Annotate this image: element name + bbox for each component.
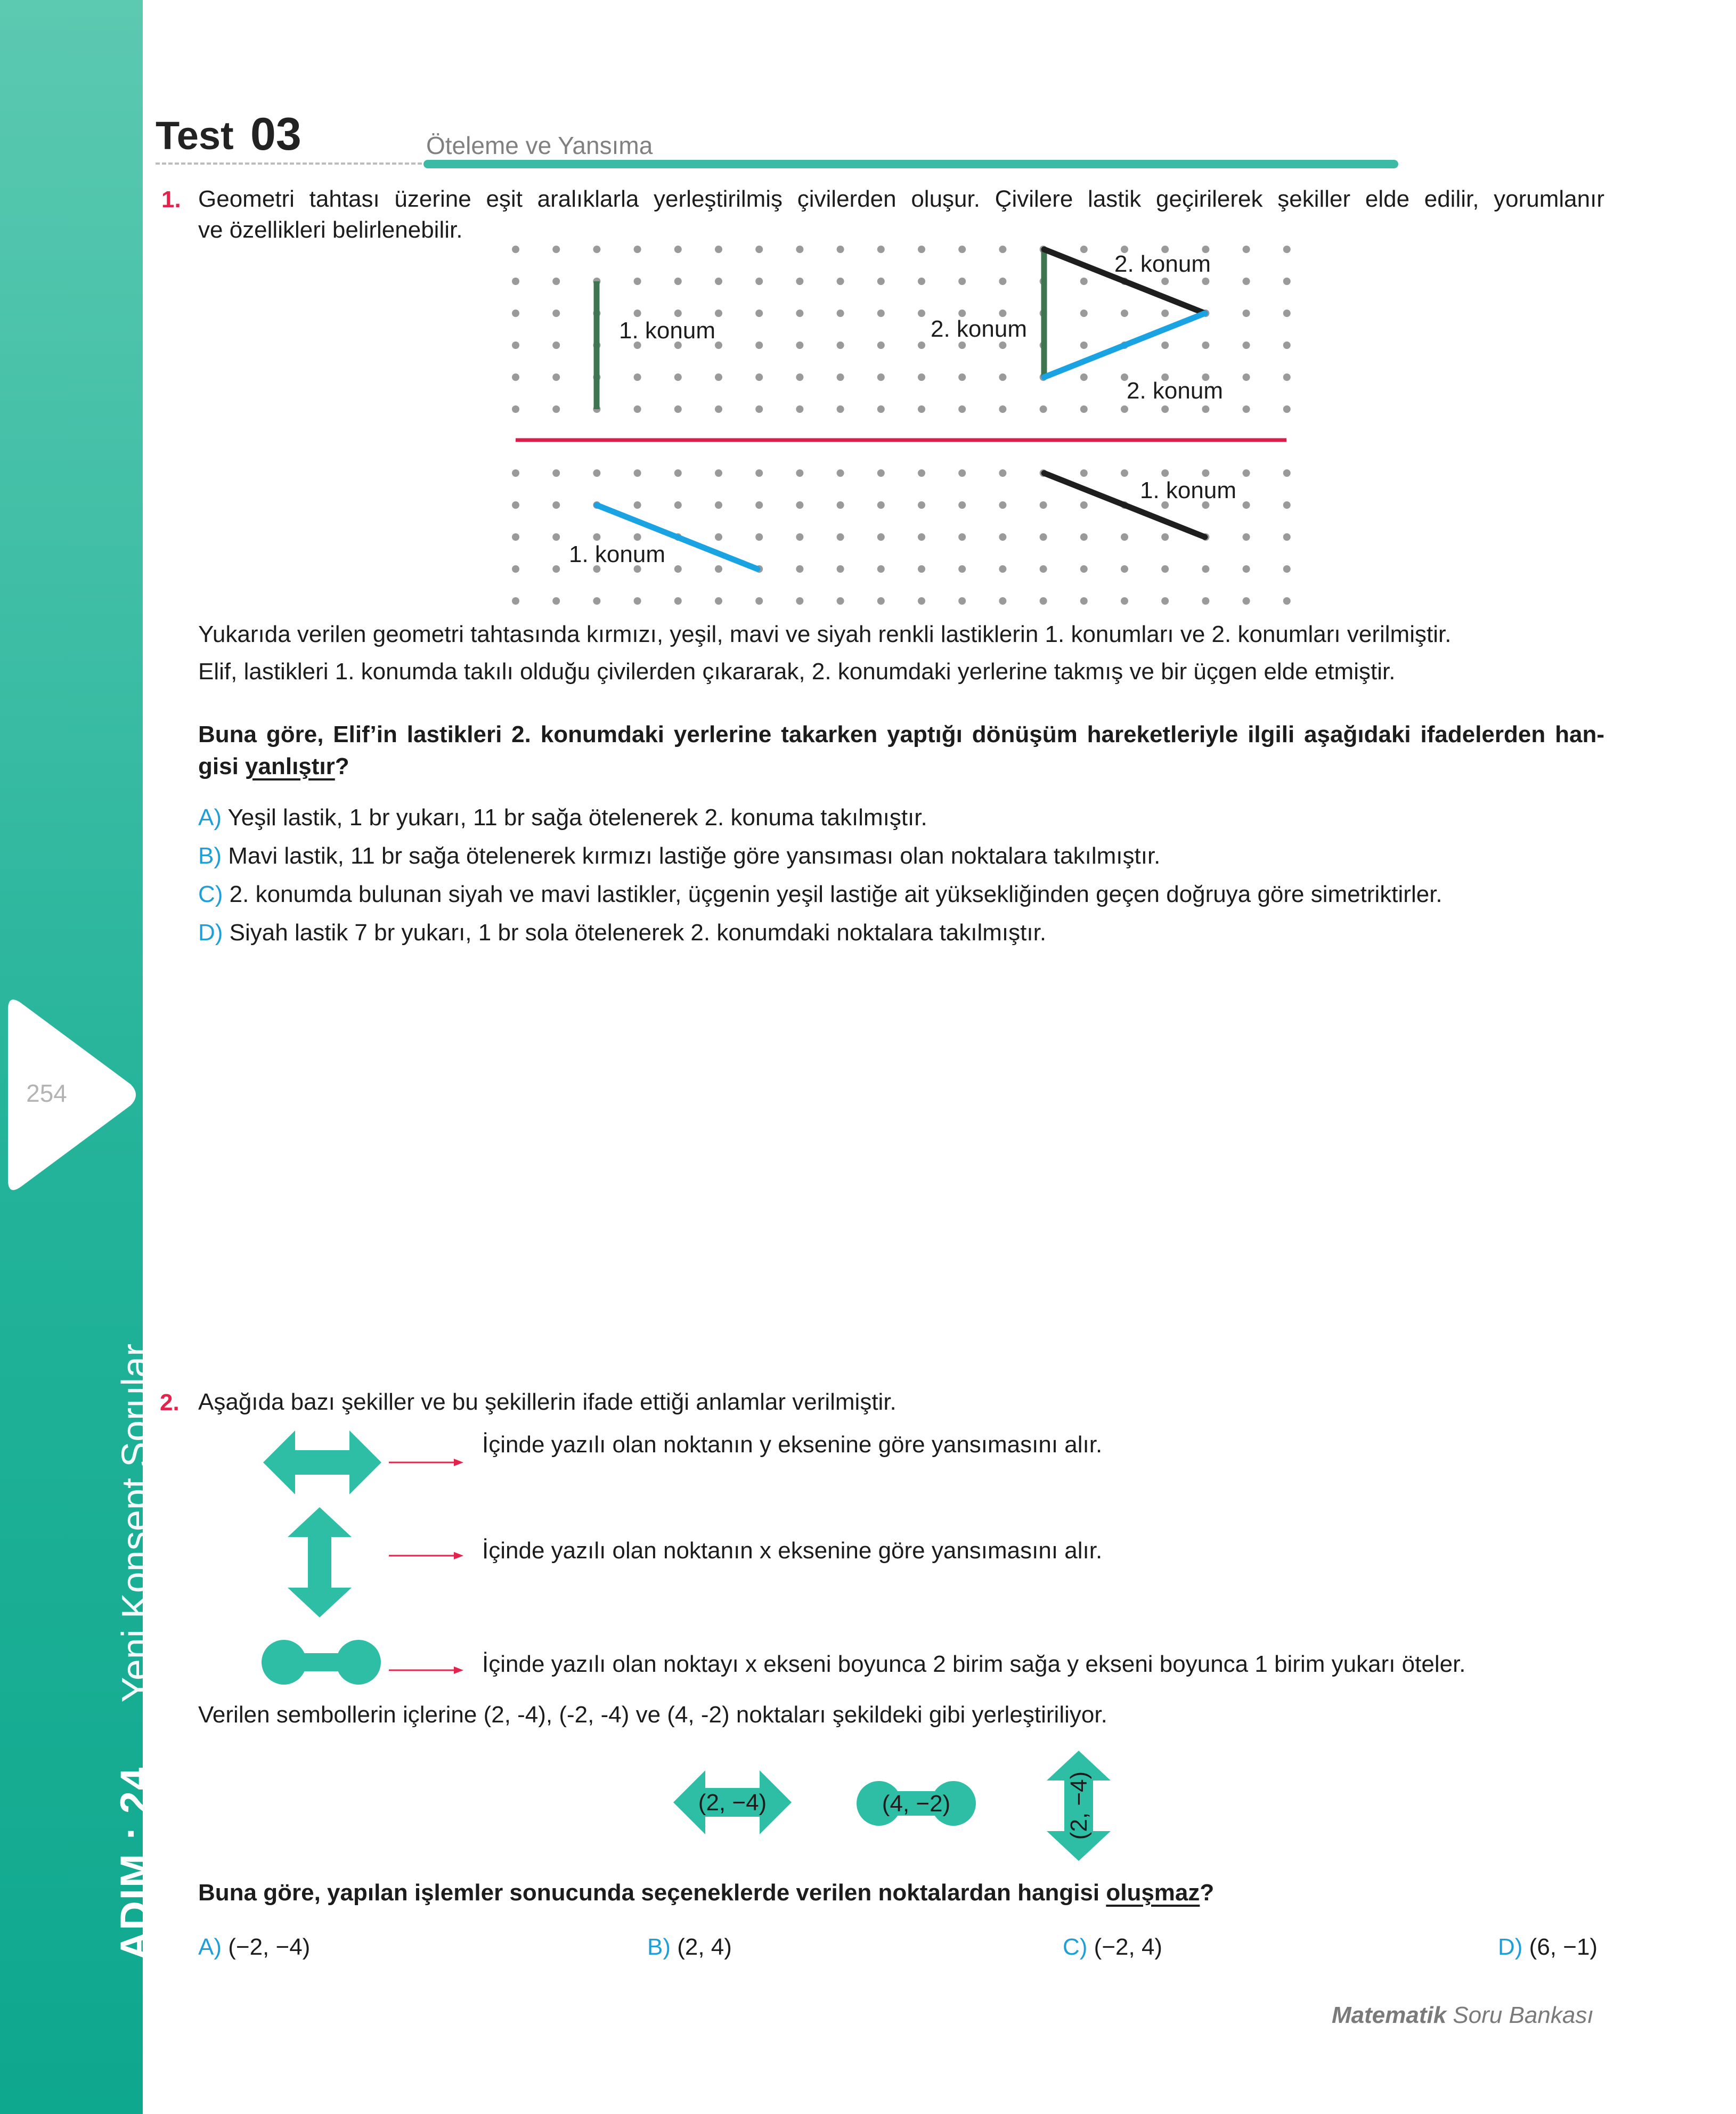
board-peg (715, 246, 722, 253)
board-peg (634, 501, 641, 509)
board-peg (1202, 342, 1209, 349)
test-subject: Öteleme ve Yansıma (426, 132, 653, 159)
board-peg (552, 597, 560, 605)
board-peg (593, 597, 600, 605)
label-green-2: 2. konum (931, 316, 1027, 342)
q1-intro-line1: Geometri tahtası üzerine eşit aralıklarla yerleştirilmiş çivilerden oluşur. Çivilere lastik geçirilerek şekiller elde edilir, yorumlanır (198, 186, 1604, 212)
label-black-2: 2. konum (1114, 251, 1211, 277)
board-peg (1283, 533, 1291, 541)
board-peg (552, 246, 560, 253)
vertical-arrow-with-point (1044, 1749, 1113, 1863)
board-peg (1040, 501, 1047, 509)
board-peg (1080, 405, 1088, 413)
point-label: (2, −4) (698, 1790, 767, 1816)
board-peg (755, 469, 763, 477)
board-peg (796, 405, 803, 413)
board-peg (1243, 405, 1250, 413)
board-peg (674, 310, 682, 317)
board-peg (1202, 405, 1209, 413)
board-peg (1243, 565, 1250, 573)
board-peg (877, 278, 885, 285)
sidebar-vertical-label (112, 1344, 158, 1961)
board-peg (918, 565, 925, 573)
board-peg (1202, 597, 1209, 605)
board-peg (674, 373, 682, 381)
book-title: Matematik Soru Bankası (1332, 2002, 1594, 2028)
board-peg (877, 533, 885, 541)
board-peg (512, 310, 519, 317)
board-peg (918, 342, 925, 349)
board-peg (918, 373, 925, 381)
board-peg (1243, 310, 1250, 317)
board-peg (512, 501, 519, 509)
board-peg (715, 469, 722, 477)
board-peg (552, 310, 560, 317)
horizontal-arrow-with-point (671, 1768, 794, 1837)
board-peg (837, 597, 844, 605)
board-peg (1080, 501, 1088, 509)
board-peg (1283, 310, 1291, 317)
board-peg (837, 310, 844, 317)
board-peg (796, 565, 803, 573)
board-peg (796, 469, 803, 477)
board-peg (1080, 597, 1088, 605)
board-peg (512, 565, 519, 573)
q2-option-b[interactable]: B) (2, 4) (647, 1934, 732, 1960)
label-black-1: 1. konum (1140, 477, 1236, 503)
board-peg (1161, 405, 1169, 413)
board-peg (999, 373, 1006, 381)
board-peg (634, 469, 641, 477)
q1-question-line1: Buna göre, Elif’in lastikleri 2. konumdaki yerlerine takarken yaptığı dönüşüm hareketleriyle ilgili aşağıdaki ifadelerden han- (198, 721, 1604, 747)
board-peg (552, 501, 560, 509)
board-peg (796, 373, 803, 381)
board-peg (837, 405, 844, 413)
emphasis-wrong: yanlıştır (245, 753, 335, 779)
q2-question: Buna göre, yapılan işlemler sonucunda seçeneklerde verilen noktalardan hangisi oluşmaz? (198, 1880, 1215, 1906)
board-peg (999, 469, 1006, 477)
board-peg (1283, 565, 1291, 573)
board-peg (1080, 469, 1088, 477)
board-peg (837, 342, 844, 349)
board-peg (999, 533, 1006, 541)
board-peg (918, 405, 925, 413)
board-peg (715, 405, 722, 413)
rule-1-text: İçinde yazılı olan noktanın y eksenine göre yansımasını alır. (482, 1432, 1103, 1458)
q2-number: 2. (160, 1389, 180, 1416)
board-peg (877, 342, 885, 349)
q2-option-d[interactable]: D) (6, −1) (1498, 1934, 1598, 1960)
board-peg (512, 533, 519, 541)
board-peg (796, 501, 803, 509)
board-peg (877, 597, 885, 605)
board-peg (918, 597, 925, 605)
board-peg (755, 342, 763, 349)
board-peg (1080, 565, 1088, 573)
board-peg (1121, 469, 1128, 477)
q1-description-line2: Elif, lastikleri 1. konumda takılı olduğu çivilerden çıkararak, 2. konumdaki yerlerine takmış ve bir üçgen elde etmiştir. (198, 658, 1396, 685)
dashed-divider (156, 162, 422, 165)
board-peg (918, 533, 925, 541)
board-peg (755, 278, 763, 285)
board-peg (958, 533, 966, 541)
board-peg (552, 405, 560, 413)
q2-option-a[interactable]: A) (−2, −4) (198, 1934, 311, 1960)
board-peg (634, 405, 641, 413)
board-peg (1161, 278, 1169, 285)
board-peg (877, 565, 885, 573)
board-peg (593, 469, 600, 477)
board-peg (999, 501, 1006, 509)
page-number: 254 (26, 1079, 67, 1107)
board-peg (755, 310, 763, 317)
board-peg (674, 469, 682, 477)
board-peg (1161, 533, 1169, 541)
board-peg (837, 373, 844, 381)
board-peg (958, 469, 966, 477)
board-peg (1080, 310, 1088, 317)
board-peg (1283, 246, 1291, 253)
board-peg (1161, 565, 1169, 573)
q1-option-a[interactable]: A) Yeşil lastik, 1 br yukarı, 11 br sağa ötelenerek 2. konuma takılmıştır. (198, 804, 927, 831)
test-number: 03 (250, 109, 301, 160)
board-peg (512, 373, 519, 381)
q1-option-c[interactable]: C) 2. konumda bulunan siyah ve mavi lastikler, üçgenin yeşil lastiğe ait yüksekliğinden geçen doğruya göre simetriktirler. (198, 881, 1442, 907)
board-peg (877, 501, 885, 509)
board-peg (837, 278, 844, 285)
board-peg (552, 342, 560, 349)
arrow-right-icon (389, 1454, 463, 1470)
board-peg (755, 533, 763, 541)
board-peg (1121, 533, 1128, 541)
dumbbell-with-point (855, 1779, 977, 1827)
board-peg (1243, 373, 1250, 381)
board-peg (999, 565, 1006, 573)
board-peg (1121, 565, 1128, 573)
board-peg (999, 246, 1006, 253)
board-peg (837, 469, 844, 477)
board-peg (674, 597, 682, 605)
board-peg (552, 278, 560, 285)
board-peg (1243, 246, 1250, 253)
board-peg (1121, 597, 1128, 605)
board-peg (1080, 533, 1088, 541)
board-peg (1202, 469, 1209, 477)
board-peg (877, 310, 885, 317)
board-peg (999, 405, 1006, 413)
step-label: ADIM : 24 (112, 1766, 158, 1961)
rule-3-text: İçinde yazılı olan noktayı x ekseni boyunca 2 birim sağa y ekseni boyunca 1 birim yukarı öteler. (482, 1651, 1466, 1677)
label-green-1: 1. konum (619, 318, 715, 344)
dumbbell-icon (260, 1638, 382, 1686)
board-peg (918, 501, 925, 509)
board-peg (593, 533, 600, 541)
board-peg (1121, 405, 1128, 413)
board-peg (1040, 565, 1047, 573)
board-peg (755, 373, 763, 381)
board-peg (715, 597, 722, 605)
board-peg (837, 246, 844, 253)
board-peg (1121, 310, 1128, 317)
board-peg (877, 469, 885, 477)
geometry-board (506, 240, 1294, 613)
board-peg (512, 278, 519, 285)
board-peg (1161, 310, 1169, 317)
board-peg (552, 469, 560, 477)
board-peg (715, 501, 722, 509)
board-peg (877, 373, 885, 381)
board-peg (918, 246, 925, 253)
board-peg (1040, 533, 1047, 541)
section-label: Yeni Konsept Sorular (115, 1343, 157, 1703)
vertical-double-arrow-icon (285, 1505, 354, 1620)
arrow-right-icon (389, 1662, 463, 1678)
point-label: (2, −4) (1066, 1771, 1092, 1840)
q2-intro: Aşağıda bazı şekiller ve bu şekillerin ifade ettiği anlamlar verilmiştir. (198, 1389, 896, 1415)
board-peg (552, 565, 560, 573)
board-peg (796, 342, 803, 349)
board-peg (1040, 405, 1047, 413)
board-peg (796, 533, 803, 541)
board-peg (1080, 373, 1088, 381)
board-peg (958, 342, 966, 349)
board-peg (634, 310, 641, 317)
blue-band-position-2 (1044, 313, 1205, 377)
board-peg (958, 565, 966, 573)
q1-intro-line2: ve özellikleri belirlenebilir. (198, 217, 463, 243)
q1-option-b[interactable]: B) Mavi lastik, 11 br sağa ötelenerek kırmızı lastiğe göre yansıması olan noktalara takılmıştır. (198, 843, 1161, 869)
board-peg (1283, 469, 1291, 477)
board-peg (593, 246, 600, 253)
board-peg (674, 565, 682, 573)
horizontal-double-arrow-icon (261, 1428, 384, 1497)
board-peg (958, 597, 966, 605)
board-peg (958, 405, 966, 413)
label-blue-1: 1. konum (569, 541, 665, 567)
q2-placement-text: Verilen sembollerin içlerine (2, -4), (-2, -4) ve (4, -2) noktaları şekildeki gibi yerleştiriliyor. (198, 1702, 1107, 1728)
board-peg (715, 533, 722, 541)
board-peg (715, 565, 722, 573)
board-peg (1161, 342, 1169, 349)
board-peg (999, 597, 1006, 605)
q1-number: 1. (161, 186, 181, 213)
q1-option-d[interactable]: D) Siyah lastik 7 br yukarı, 1 br sola ötelenerek 2. konumdaki noktalara takılmıştır. (198, 920, 1047, 946)
emphasis-not-formed: oluşmaz (1106, 1880, 1200, 1906)
board-peg (1243, 501, 1250, 509)
board-peg (674, 278, 682, 285)
board-peg (715, 342, 722, 349)
board-peg (958, 501, 966, 509)
board-peg (999, 278, 1006, 285)
q1-description-line1: Yukarıda verilen geometri tahtasında kırmızı, yeşil, mavi ve siyah renkli lastiklerin 1. konumları ve 2. konumları verilmiştir. (198, 621, 1452, 647)
board-peg (674, 501, 682, 509)
board-peg (1202, 565, 1209, 573)
board-peg (877, 405, 885, 413)
board-peg (1161, 469, 1169, 477)
board-peg (1080, 278, 1088, 285)
board-peg (1243, 597, 1250, 605)
board-peg (512, 597, 519, 605)
board-peg (958, 278, 966, 285)
board-peg (755, 501, 763, 509)
board-peg (715, 310, 722, 317)
board-peg (837, 501, 844, 509)
board-peg (1243, 533, 1250, 541)
board-peg (715, 373, 722, 381)
board-peg (1040, 597, 1047, 605)
board-peg (634, 597, 641, 605)
board-peg (634, 533, 641, 541)
arrow-right-icon (389, 1548, 463, 1564)
board-peg (634, 278, 641, 285)
board-peg (1202, 278, 1209, 285)
board-peg (674, 246, 682, 253)
board-peg (1283, 405, 1291, 413)
board-peg (1283, 342, 1291, 349)
board-peg (715, 278, 722, 285)
board-peg (1243, 342, 1250, 349)
q1-question-line2: gisi yanlıştır? (198, 753, 349, 779)
board-peg (837, 565, 844, 573)
board-peg (796, 246, 803, 253)
board-peg (918, 278, 925, 285)
board-peg (512, 342, 519, 349)
board-peg (958, 246, 966, 253)
board-peg (755, 597, 763, 605)
board-peg (1161, 597, 1169, 605)
board-peg (837, 533, 844, 541)
board-peg (552, 533, 560, 541)
board-peg (1080, 342, 1088, 349)
header-rule (423, 160, 1398, 168)
test-label: Test (156, 113, 234, 158)
board-peg (796, 310, 803, 317)
rule-2-text: İçinde yazılı olan noktanın x eksenine göre yansımasını alır. (482, 1538, 1103, 1564)
board-peg (512, 405, 519, 413)
board-peg (1283, 373, 1291, 381)
board-peg (796, 278, 803, 285)
board-peg (634, 373, 641, 381)
board-peg (512, 469, 519, 477)
board-peg (918, 310, 925, 317)
board-peg (1283, 501, 1291, 509)
board-peg (552, 373, 560, 381)
board-peg (1283, 278, 1291, 285)
board-peg (877, 246, 885, 253)
board-peg (999, 342, 1006, 349)
label-blue-2: 2. konum (1127, 378, 1223, 404)
board-peg (634, 246, 641, 253)
board-peg (1243, 278, 1250, 285)
board-peg (1243, 469, 1250, 477)
board-peg (796, 597, 803, 605)
board-peg (755, 405, 763, 413)
q2-option-c[interactable]: C) (−2, 4) (1063, 1934, 1163, 1960)
board-peg (1283, 597, 1291, 605)
board-peg (512, 246, 519, 253)
board-peg (674, 405, 682, 413)
board-peg (958, 373, 966, 381)
board-peg (1080, 246, 1088, 253)
point-label: (4, −2) (882, 1791, 951, 1817)
board-peg (918, 469, 925, 477)
board-peg (755, 246, 763, 253)
